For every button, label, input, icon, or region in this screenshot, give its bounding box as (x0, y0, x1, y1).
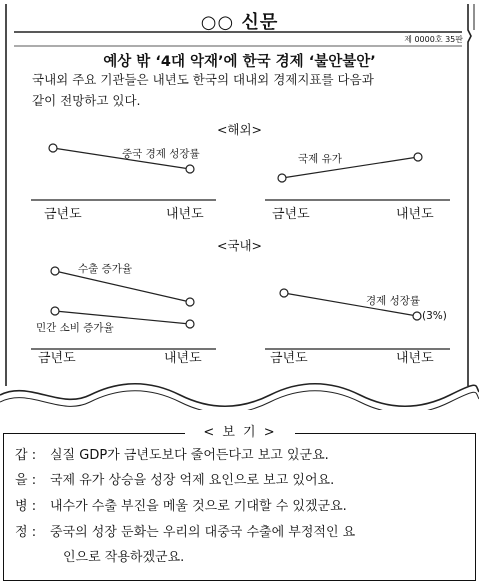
data-point-next-year (186, 165, 194, 173)
data-point-next-year (186, 298, 194, 306)
x-tick-next-year: 내년도 (396, 351, 434, 366)
bogi-speaker-jeong: 정 : (15, 525, 37, 540)
masthead: ○○ 신문 (200, 12, 279, 33)
x-tick-this-year: 금년도 (272, 207, 310, 222)
lede-line-2: 같이 전망하고 있다. (32, 93, 141, 108)
bogi-title: < 보 기 > (185, 424, 295, 442)
x-tick-this-year: 금년도 (38, 351, 76, 366)
issue-number: 제 0000호 35판 (404, 35, 463, 44)
x-tick-next-year: 내년도 (166, 207, 204, 222)
section-overseas: <해외> (216, 122, 263, 137)
bogi-statement-jeong-line-1: 중국의 성장 둔화는 우리의 대중국 수출에 부정적인 요 (50, 525, 356, 540)
data-point-this-year (51, 307, 59, 315)
data-point-this-year (280, 289, 288, 297)
bogi-statement-jeong-line-2: 인으로 작용하겠군요. (63, 550, 185, 565)
x-tick-this-year: 금년도 (270, 351, 308, 366)
bogi-speaker-gap: 갑 : (15, 448, 37, 463)
headline: 예상 밖 ‘4대 악재’에 한국 경제 ‘불안불안’ (103, 54, 376, 70)
section-domestic: <국내> (216, 238, 263, 253)
lede-line-1: 국내외 주요 기관들은 내년도 한국의 대내외 경제지표를 다음과 (32, 72, 374, 87)
label-oil-price: 국제 유가 (298, 153, 342, 165)
x-tick-next-year: 내년도 (396, 207, 434, 222)
bogi-statement-byeong: 내수가 수출 부진을 메울 것으로 기대할 수 있겠군요. (50, 499, 347, 514)
label-export-growth: 수출 증가율 (78, 263, 133, 275)
bogi-statement-gap: 실질 GDP가 금년도보다 줄어든다고 보고 있군요. (50, 448, 329, 463)
chart-economic-growth (262, 255, 452, 351)
data-point-next-year (414, 153, 422, 161)
chart-oil-price (262, 138, 452, 202)
label-china-growth: 중국 경제 성장률 (122, 148, 200, 160)
data-point-this-year (51, 267, 59, 275)
label-economic-growth: 경제 성장률 (366, 295, 421, 307)
data-point-this-year (278, 174, 286, 182)
data-point-this-year (49, 144, 57, 152)
bogi-speaker-eul: 을 : (15, 473, 37, 488)
bogi-speaker-byeong: 병 : (15, 499, 37, 514)
data-point-next-year (186, 320, 194, 328)
bogi-statement-eul: 국제 유가 상승을 성장 억제 요인으로 보고 있어요. (50, 473, 335, 488)
x-tick-this-year: 금년도 (44, 207, 82, 222)
x-tick-next-year: 내년도 (164, 351, 202, 366)
data-point-next-year (413, 312, 421, 320)
label-growth-value: (3%) (422, 310, 447, 322)
label-consumption-growth: 민간 소비 증가율 (36, 322, 114, 334)
